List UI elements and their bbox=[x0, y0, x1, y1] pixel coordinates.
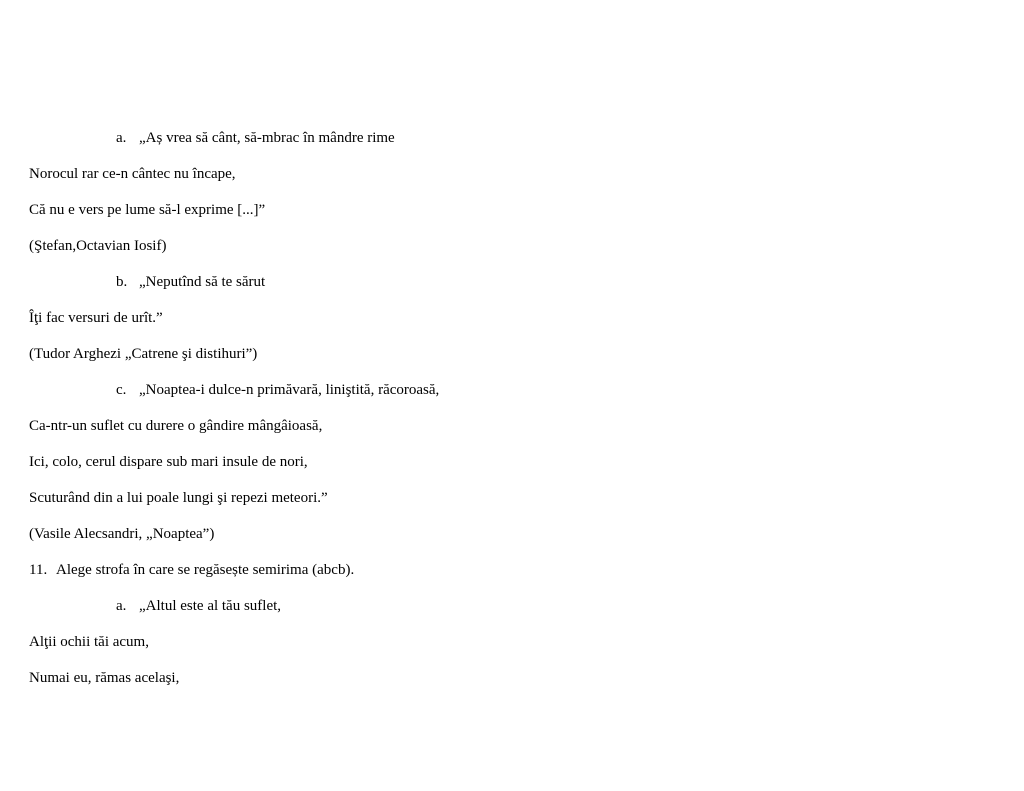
q11-option-a-marker: a. bbox=[116, 598, 127, 614]
q11-option-a-first-line: „Altul este al tău suflet, bbox=[139, 598, 282, 614]
verse-line: Norocul rar ce-n cântec nu încape, bbox=[29, 166, 236, 182]
attribution: (Ştefan,Octavian Iosif) bbox=[29, 238, 167, 254]
attribution: (Tudor Arghezi „Catrene şi distihuri”) bbox=[29, 346, 258, 362]
option-b-first-line: „Neputînd să te sărut bbox=[139, 274, 266, 290]
verse-line: Ici, colo, cerul dispare sub mari insule de nori, bbox=[29, 454, 308, 470]
verse-line: Numai eu, rămas acelaşi, bbox=[29, 670, 180, 686]
option-c-first-line: „Noaptea-i dulce-n primăvară, liniştită, răcoroasă, bbox=[139, 382, 440, 398]
option-a-marker: a. bbox=[116, 130, 127, 146]
option-c-marker: c. bbox=[116, 382, 127, 398]
verse-line: Îţi fac versuri de urît.” bbox=[29, 310, 163, 326]
option-a-first-line: „Aș vrea să cânt, să-mbrac în mândre rime bbox=[139, 130, 395, 146]
option-b-marker: b. bbox=[116, 274, 128, 290]
attribution: (Vasile Alecsandri, „Noaptea”) bbox=[29, 526, 215, 542]
verse-line: Că nu e vers pe lume să-l exprime [...]” bbox=[29, 202, 266, 218]
verse-line: Alţii ochii tăi acum, bbox=[29, 634, 149, 650]
question-11-text: Alege strofa în care se regăsește semirima (abcb). bbox=[56, 562, 355, 578]
verse-line: Scuturând din a lui poale lungi şi repezi meteori.” bbox=[29, 490, 328, 506]
verse-line: Ca-ntr-un suflet cu durere o gândire mângâioasă, bbox=[29, 418, 323, 434]
question-11-number: 11. bbox=[29, 562, 48, 578]
